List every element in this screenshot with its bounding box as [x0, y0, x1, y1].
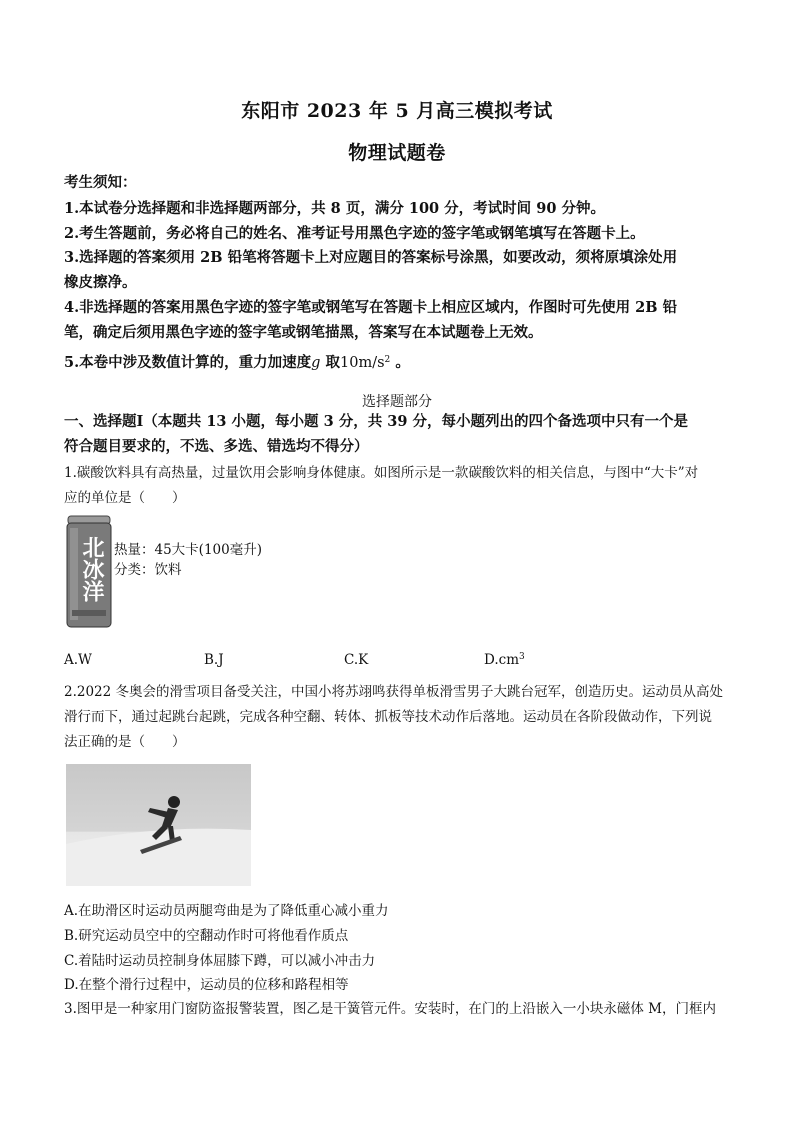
q2-stem-a: 2.2022 冬奥会的滑雪项目备受关注，中国小将苏翊鸣获得单板滑雪男子大跳台冠军，创造历史。运动员从高处	[64, 684, 724, 700]
q2-option-b: B.研究运动员空中的空翻动作时可将他看作质点	[64, 928, 349, 944]
exam-title: 东阳市 2023 年 5 月高三模拟考试	[241, 100, 553, 122]
q1-stem-b: 应的单位是（ ）	[64, 490, 186, 506]
q3-stem-a: 3.图甲是一种家用门窗防盗报警装置，图乙是干簧管元件。安装时，在门的上沿嵌入一小块永磁体 M，门框内	[64, 1001, 716, 1017]
gravity-symbol: g	[311, 355, 321, 371]
q2-option-c: C.着陆时运动员控制身体屈膝下蹲，可以减小冲击力	[64, 953, 376, 969]
notice-line-1: 1.本试卷分选择题和非选择题两部分，共 8 页，满分 100 分，考试时间 90 分钟。	[64, 200, 605, 217]
section-title: 选择题部分	[362, 394, 432, 410]
notice-line-3b: 橡皮擦净。	[64, 274, 137, 291]
part-one-instructions-a: 一、选择题Ⅰ（本题共 13 小题，每小题 3 分，共 39 分，每小题列出的四个备选项中只有一个是	[64, 413, 689, 430]
snowboarder-photo	[66, 764, 251, 886]
q1-option-d-text: D.cm	[484, 652, 519, 668]
can-brand-text: 北冰洋	[79, 536, 104, 602]
snowboarder-drawing	[66, 764, 251, 886]
notice-line-4b: 笔，确定后须用黑色字迹的签字笔或钢笔描黑，答案写在本试题卷上无效。	[64, 324, 543, 341]
notice-line-5-take: 取	[320, 354, 340, 371]
gravity-exponent: 2	[384, 355, 391, 365]
notice-line-5-end: 。	[390, 354, 410, 371]
q1-option-b: B.J	[204, 652, 224, 668]
q1-stem-a: 1.碳酸饮料具有高热量，过量饮用会影响身体健康。如图所示是一款碳酸饮料的相关信息，与图中“大卡”对	[64, 465, 699, 481]
notice-line-5-text: 5.本卷中涉及数值计算的，重力加速度	[64, 354, 312, 371]
soda-can-image	[66, 514, 112, 632]
nutrition-heat: 热量：45大卡(100毫升)	[114, 542, 262, 558]
exam-subtitle: 物理试题卷	[348, 142, 446, 164]
q2-stem-c: 法正确的是（ ）	[64, 734, 186, 750]
notice-line-3a: 3.选择题的答案须用 2B 铅笔将答题卡上对应题目的答案标号涂黑，如要改动，须将原填涂处用	[64, 249, 678, 266]
gravity-value: 10m/s	[340, 355, 385, 371]
notice-line-5	[64, 356, 410, 371]
q2-option-a: A.在助滑区时运动员两腿弯曲是为了降低重心减小重力	[64, 903, 389, 919]
part-one-instructions-b: 符合题目要求的，不选、多选、错选均不得分）	[64, 438, 369, 455]
notice-line-2: 2.考生答题前，务必将自己的姓名、准考证号用黑色字迹的签字笔或钢笔填写在答题卡上。	[64, 225, 645, 242]
q1-option-a: A.W	[64, 652, 92, 668]
q1-option-c: C.K	[344, 652, 369, 668]
q1-option-d-exponent: 3	[519, 652, 525, 662]
notice-line-4a: 4.非选择题的答案用黑色字迹的签字笔或钢笔写在答题卡上相应区域内，作图时可先使用 2B 铅	[64, 299, 678, 316]
q2-stem-b: 滑行而下，通过起跳台起跳，完成各种空翻、转体、抓板等技术动作后落地。运动员在各阶段做动作，下列说	[64, 709, 712, 725]
notice-heading: 考生须知：	[64, 174, 137, 191]
nutrition-category: 分类：饮料	[114, 562, 182, 578]
q1-option-d	[484, 652, 525, 668]
q2-option-d: D.在整个滑行过程中，运动员的位移和路程相等	[64, 977, 349, 993]
